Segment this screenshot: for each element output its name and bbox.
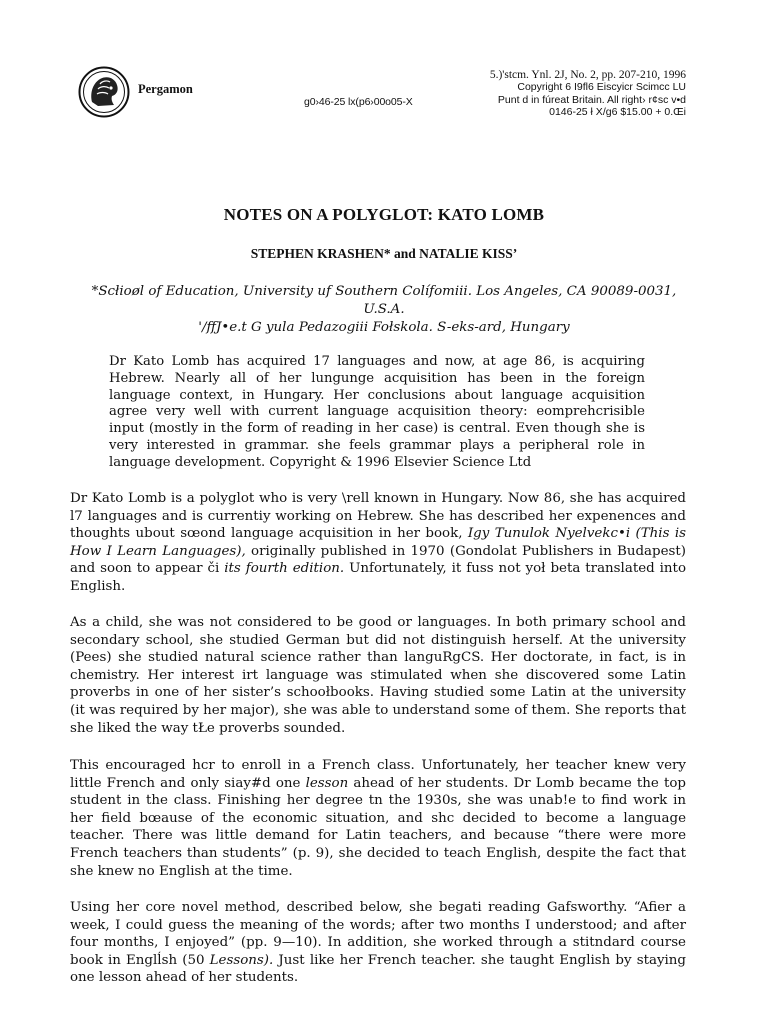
issn-code: g0›46-25 lx(p6›00o05-X xyxy=(304,96,413,108)
paragraph-text: Unfortunately, it fuss not yoł beta translated into English. xyxy=(70,561,687,594)
article-title: NOTES ON A POLYGLOT: KATO LOMB xyxy=(223,205,545,224)
copyright-line: Copyright 6 I9fl6 Eiscyicr Scimcc LU xyxy=(517,81,686,94)
pergamon-logo xyxy=(78,66,130,118)
affiliation-2: '/ffJ•e.t G yula Pedazogiii Fołskola. S-eks-ard, Hungary xyxy=(198,320,570,335)
paragraph-text: originally published in 1970 (Gondolat Publishers in Budapest) and soon to appear či xyxy=(70,543,686,577)
lesson-word: lesson xyxy=(305,775,349,791)
article-authors: STEPHEN KRASHEN* and NATALIE KISS’ xyxy=(250,246,518,261)
paragraph-text: Dr Kato Lomb is a polyglot who is very \rell known in Hungary. Now 86, she has acquired l7 languages and is currentiy working on Hebrew. She has described her expenences and thoughts ubout sœond language acquisition in her book, xyxy=(70,491,686,542)
paragraph-text: Just like her French teacher. she taught English by staying one lesson ahead of her students. xyxy=(70,952,686,986)
paragraph-text: Using her core novel method, described below, she begati reading Gafsworthy. “Afier a week, I could guess the meaning of the words; after two months I understood; and after four months, I enjoyed” (pp. 9—10). In addition, she worked through a stitndard course book in Englĺsh (50 xyxy=(70,900,686,968)
paragraph-text: ahead of her students. Dr Lomb became the top student in the class. Finishing her degree tn the 1930s, she was unab!e to find work in her field bœause of the economic situation, and shc decided to become a language teacher. There was little demand for Latin teachers, and because “there were more French teachers than students” (p. 9), she decided to teach English, despite the fact that she knew no English at the time. xyxy=(70,775,686,879)
edition-text: its fourth edition. xyxy=(224,561,345,577)
price-line: 0146-25 ł X/g6 $15.00 + 0.Œi xyxy=(549,106,686,119)
journal-citation: 5.)'stcm. Ynl. 2J, No. 2, pp. 207-210, 1996 xyxy=(489,69,686,81)
printed-line: Punt d in fúreat Britain. All right› r¢sc v•d xyxy=(497,93,686,106)
journal-info xyxy=(386,69,686,119)
lessons-book-title: Lessons). xyxy=(209,952,274,968)
affiliation-1: *Sсłioøl of Education, University uf Southern Colífomiii. Los Angeles, CA 90089-0031, U.S.A. xyxy=(91,284,677,317)
paragraph-text: This encouraged hcr to enroll in a French class. Unfortunately, her teacher knew very little French and only siay#d one xyxy=(70,758,686,791)
body-paragraph-4 xyxy=(70,899,686,987)
publisher-name: Pergamon xyxy=(138,82,193,96)
body-paragraph-3 xyxy=(70,757,686,880)
body-paragraph-1 xyxy=(70,490,686,596)
body-paragraph-2: As a child, she was not considered to be good or languages. In both primary school and secondary school, she studied German but did not distinguish herself. At the university (Pees) she studied natural science rather than languRgCS. Her doctorate, in fact, is in chemistry. Her interest irt language was stimulated when she discovered some Latin proverbs in one of her sister’s schoołbooks. Having studied some Latin at the university (it was required by her major), she was able to understand some of them. She reports that she liked the way tŁe proverbs sounded. xyxy=(70,615,686,736)
abstract: Dr Kato Lomb has acquired 17 languages and now, at age 86, is acquiring Hebrew. Nearly all of her lungunge acquisition has been in the foreign language context, in Hungary. Her conclusions about language acquisition agree very well with current language acquisition theory: eomprehcrisible input (mostly in the form of reading in her case) is central. Even though she is very interested in grammar. she feels grammar plays a peripheral role in language development. Copyright & 1996 Elsevier Sciencе Ltd xyxy=(109,354,645,470)
book-title: Igy Tunulok Nyelvekc•i (This is How I Learn Languages), xyxy=(70,526,686,559)
